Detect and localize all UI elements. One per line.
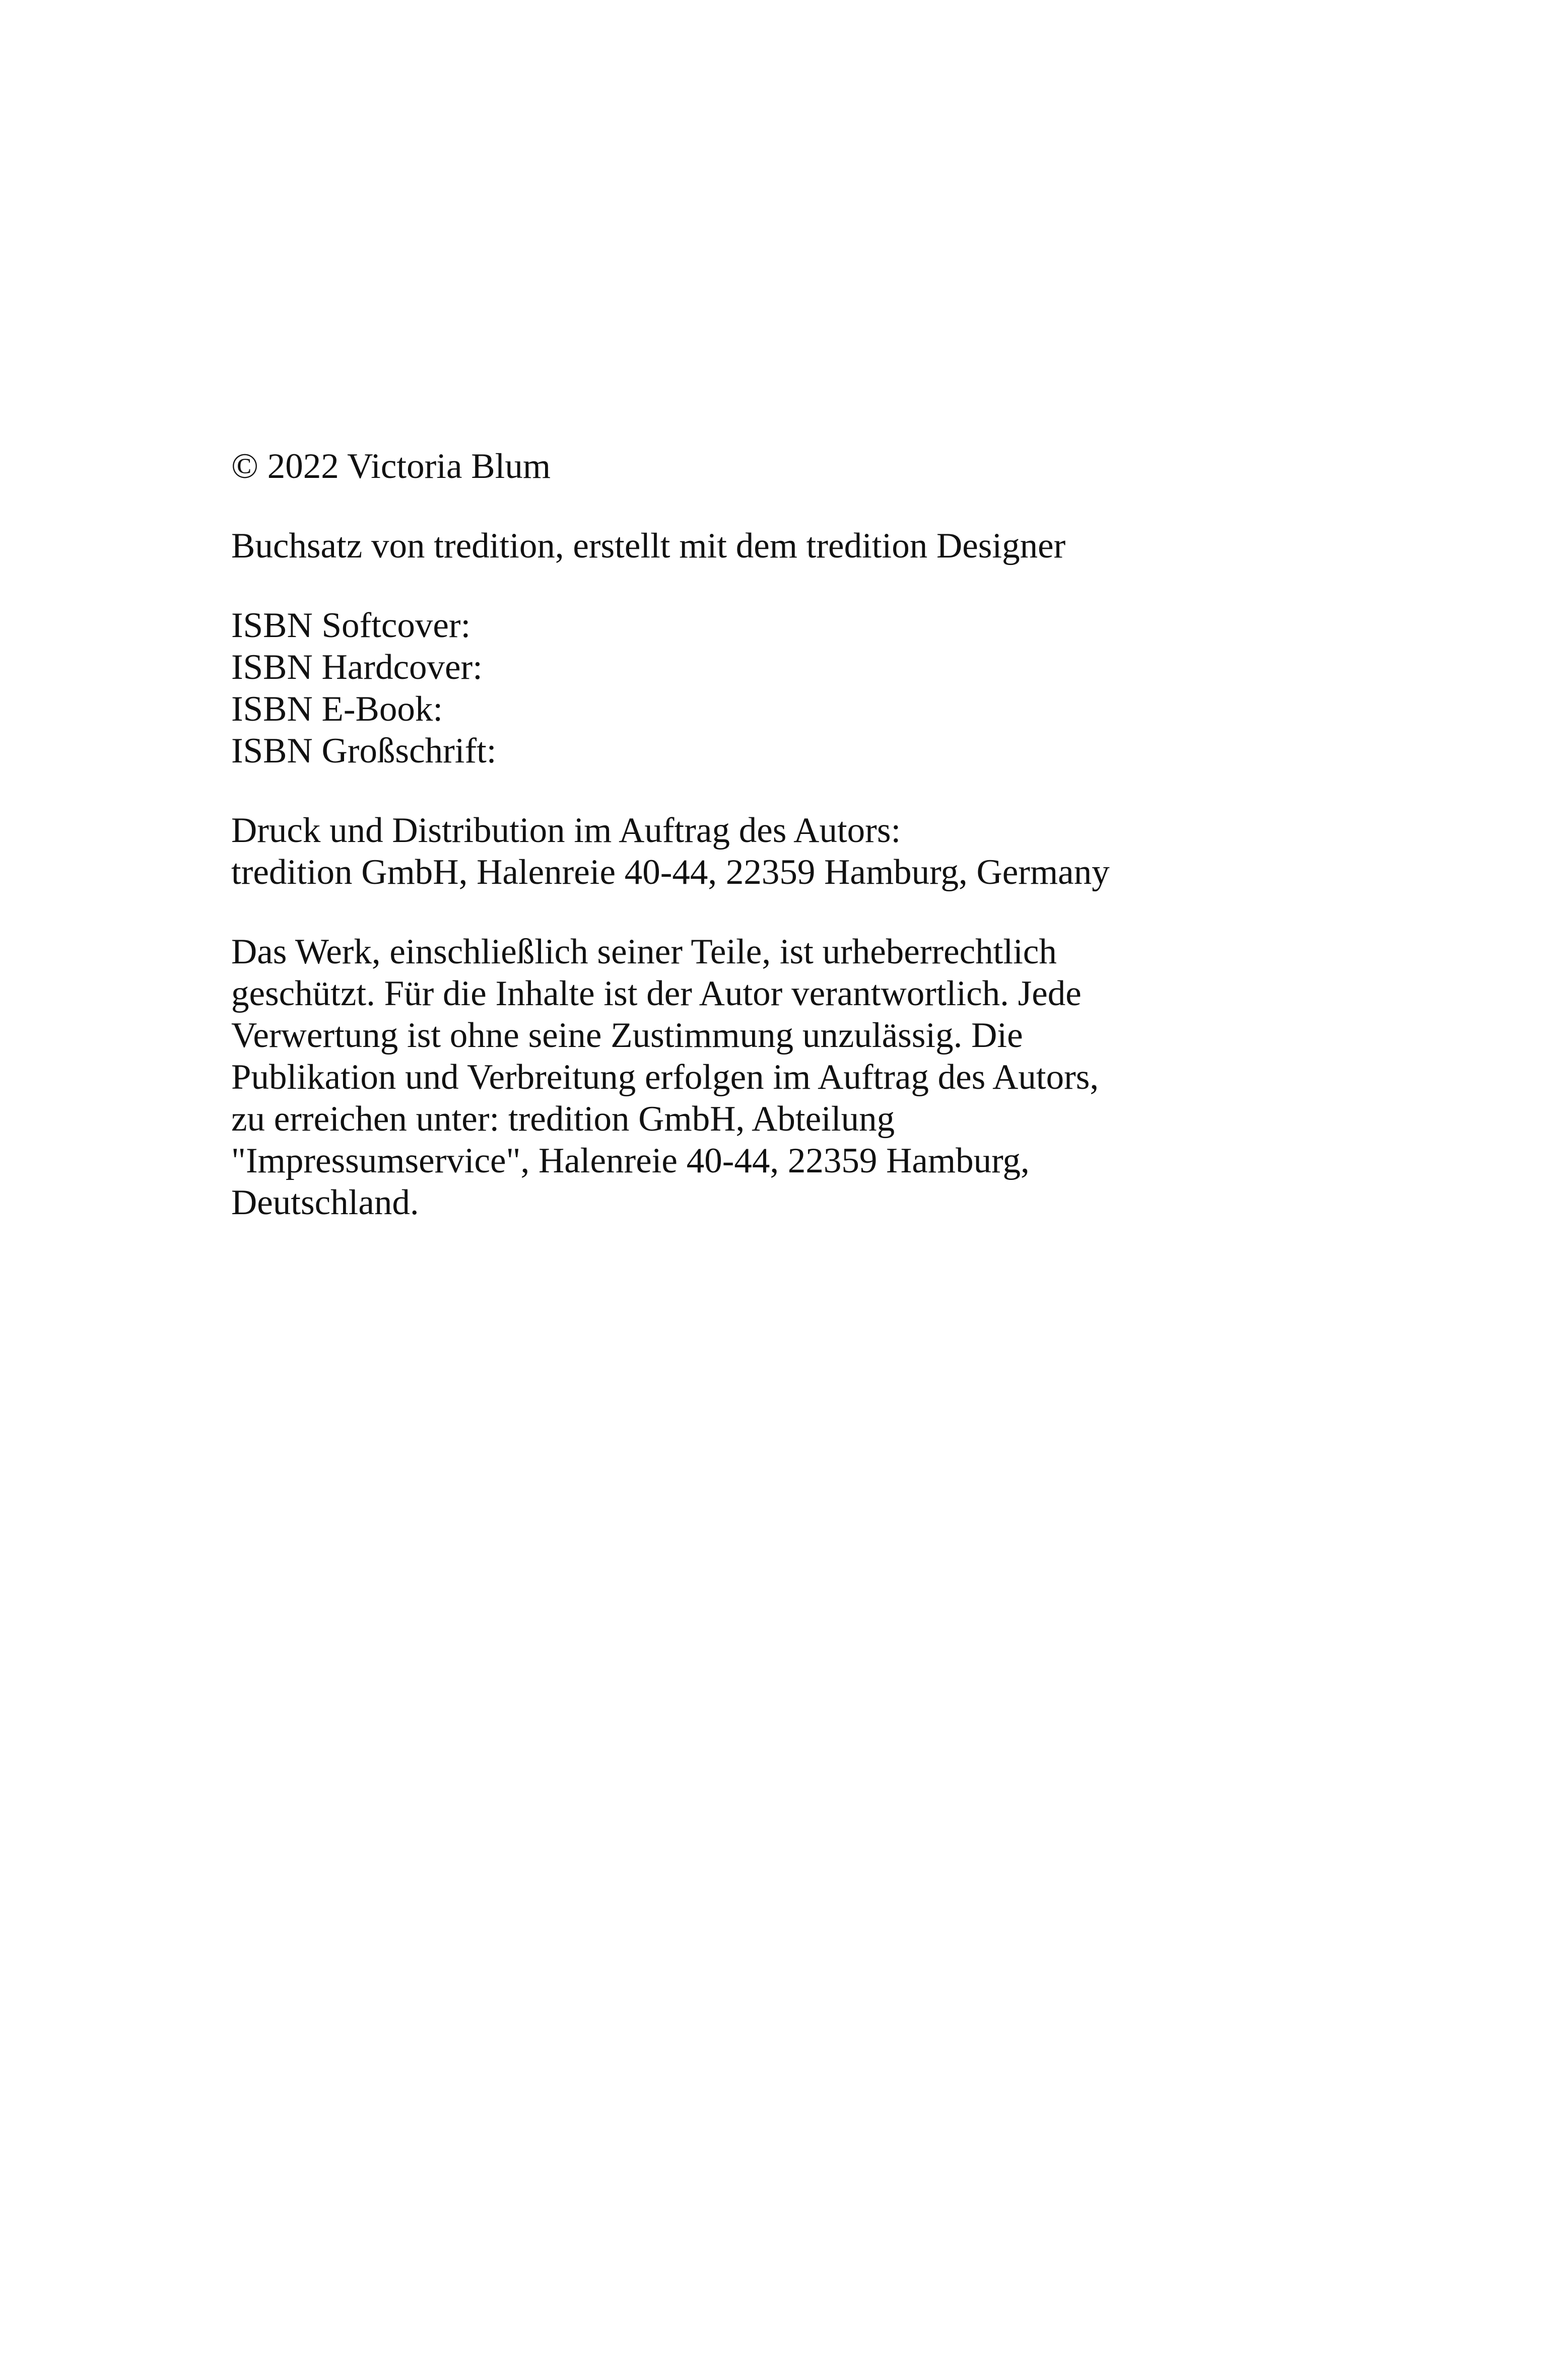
legal-notice-line: Deutschland. <box>231 1183 419 1222</box>
legal-notice-line: "Impressumservice", Halenreie 40-44, 22359 Hamburg, <box>231 1141 1030 1180</box>
legal-notice-line: Verwertung ist ohne seine Zustimmung unzulässig. Die <box>231 1016 1023 1055</box>
isbn-block <box>231 605 1339 772</box>
typesetting-block <box>231 525 1339 567</box>
legal-notice-line: zu erreichen unter: tredition GmbH, Abteilung <box>231 1099 895 1139</box>
isbn-hardcover: ISBN Hardcover: <box>231 648 483 687</box>
isbn-softcover: ISBN Softcover: <box>231 606 471 645</box>
copyright-notice: © 2022 Victoria Blum <box>231 447 551 486</box>
copyright-block <box>231 446 1339 487</box>
isbn-large-print: ISBN Großschrift: <box>231 731 497 771</box>
legal-notice-block <box>231 931 1339 1224</box>
typesetting-credit: Buchsatz von tredition, erstellt mit dem tredition Designer <box>231 526 1066 566</box>
distribution-block <box>231 810 1339 893</box>
legal-notice-line: Das Werk, einschließlich seiner Teile, ist urheberrechtlich <box>231 932 1057 971</box>
legal-notice-line: geschützt. Für die Inhalte ist der Autor verantwortlich. Jede <box>231 974 1082 1013</box>
isbn-ebook: ISBN E-Book: <box>231 689 443 729</box>
imprint-content <box>231 446 1339 1262</box>
distribution-address: tredition GmbH, Halenreie 40-44, 22359 Hamburg, Germany <box>231 853 1110 892</box>
legal-notice-line: Publikation und Verbreitung erfolgen im Auftrag des Autors, <box>231 1058 1099 1097</box>
distribution-heading: Druck und Distribution im Auftrag des Autors: <box>231 811 901 850</box>
